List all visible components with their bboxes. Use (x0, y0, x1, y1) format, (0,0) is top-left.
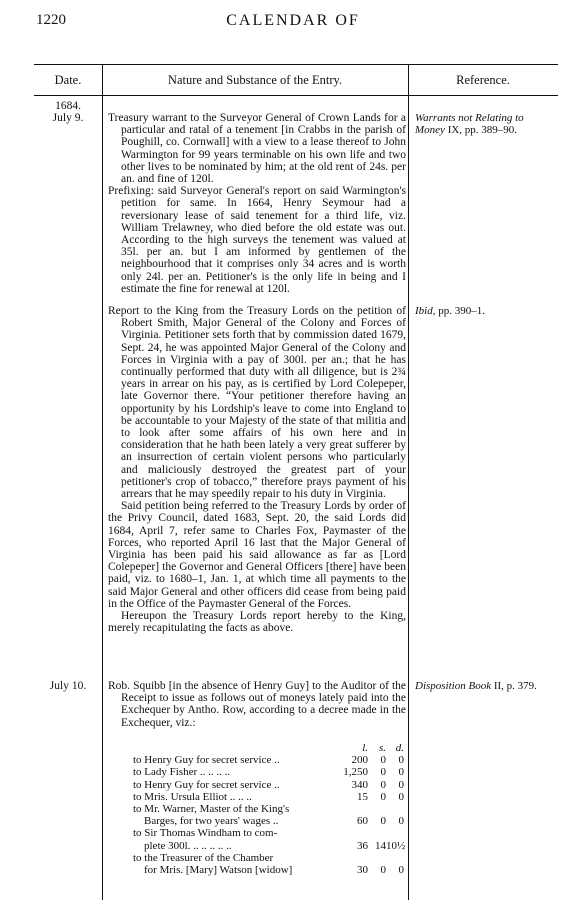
payment-row (108, 827, 404, 851)
payment-label (108, 803, 338, 827)
money-header-row (108, 742, 404, 754)
payment-shillings: 0 (380, 815, 386, 828)
entry-text (108, 112, 406, 295)
entry-reference (415, 305, 555, 317)
payment-label: to Henry Guy for secret service .. (133, 778, 280, 791)
payment-pounds: 30 (357, 864, 368, 877)
entry-paragraph: Treasury warrant to the Surveyor General of Crown Lands for a particular and ratal of a tenement [in Crabbs in the parish of Poughill, co. Cornwall] with a view to a lease thereof to John Warmington for 99 years terminable on his own life and two other lives to be nominated by him; at the old rent of 24s. per an. and fine of 120l. (108, 112, 406, 186)
entry-date-year: 1684. (55, 100, 81, 112)
entry-paragraph: Said petition being referred to the Treasury Lords by order of the Privy Council, dated 1683, Sept. 20, the said Lords did 1684, April 7, refer same to Charles Fox, Paymaster of the Forces, who reported April 16 last that the Major General of Virginia has been paid his said allowance as far as [Lord Colepeper] the Governor and General Officers [there] have been paid, viz. to 1680–1, Jan. 1, at which time all payments to the said Major General and other officers did cease from being paid in the Office of the Paymaster General of the Forces. (108, 500, 406, 610)
entry-paragraph: Rob. Squibb [in the absence of Henry Guy] to the Auditor of the Receipt to issue as follows out of moneys lately paid into the Exchequer by Antho. Row, according to a decree made in the Exchequer, viz.: (108, 680, 406, 729)
payment-row (108, 766, 404, 778)
reference-pages: II, p. 379. (493, 680, 537, 692)
payment-pence: 0 (398, 864, 404, 877)
calendar-table (34, 45, 558, 900)
payment-label: to Mris. Ursula Elliot .. .. .. (133, 790, 252, 803)
payment-row (108, 803, 404, 827)
payment-pounds: 1,250 (343, 766, 368, 779)
payment-label-line: to the Treasurer of the Chamber (133, 851, 274, 864)
payment-pounds: 60 (357, 815, 368, 828)
payment-shillings: 0 (380, 766, 386, 779)
payment-list (108, 742, 404, 876)
payment-label-line: to Sir Thomas Windham to com- (133, 827, 278, 840)
date-column-rule (102, 64, 103, 900)
payment-pence: 0 (398, 778, 404, 791)
entry-text (108, 680, 406, 729)
reference-source: Disposition Book (415, 680, 492, 692)
table-top-rule (34, 64, 558, 65)
payment-row (108, 852, 404, 876)
payment-pounds: 340 (351, 778, 368, 791)
reference-column-header: Reference. (456, 73, 510, 87)
payment-label (108, 852, 338, 876)
reference-pages: , pp. 390–1. (432, 305, 485, 317)
pence-header: d. (395, 742, 404, 754)
reference-source: Ibid (415, 305, 433, 317)
header-rule (34, 95, 558, 96)
entry-reference (415, 680, 555, 692)
nature-column-header: Nature and Substance of the Entry. (167, 73, 343, 87)
payment-label-line: for Mris. [Mary] Watson [widow] (144, 864, 293, 877)
page-header (36, 12, 550, 32)
payment-pounds: 15 (357, 790, 368, 803)
payment-pounds: 36 (357, 839, 368, 852)
payment-row (108, 779, 404, 791)
date-column-header: Date. (54, 73, 82, 87)
reference-pages: IX, pp. 389–90. (447, 124, 518, 137)
running-title: CALENDAR OF (226, 12, 360, 29)
payment-label: to Henry Guy for secret service .. (133, 754, 280, 767)
entry-paragraph: Prefixing: said Surveyor General's report on said Warmington's petition for same. In 1664, Henry Seymour had a reversionary lease of said tenement for a third life, viz. William Trelawney, who died before the old estate was out. According to the high surveys the tenement was valued at 35l. per an. but I am informed by gentlemen of the neighbourhood that it comprises only 34 acres and is worth only 24l. per an. Petitioner's is the only life in being and I estimate the fine for renewal at 120l. (108, 185, 406, 295)
entry-text (108, 305, 406, 634)
payment-shillings: 0 (380, 790, 386, 803)
payment-label (108, 827, 338, 851)
reference-column-rule (408, 64, 409, 900)
payment-row (108, 791, 404, 803)
entry-paragraph: Report to the King from the Treasury Lords on the petition of Robert Smith, Major General of the Colony and Forces of Virginia. Petitioner sets forth that by commission dated 1679, Sept. 24, he was appointed Major General of the Colony and Forces in Virginia with a pay of 300l. per an.; that he has continually performed that duty with all diligence, but is 2¾ years in arrear on his pay, as is certified by Lord Colepeper, late Governor there. “Your petitioner therefore having an opportunity by his Lordship's leave to come into England to be accountable to your Majesty of the state of that militia and to look after some affairs of his own here and in consideration that he hath been lately a very great sufferer by an insurrection of certain violent persons who particularly and maliciously destroyed the greatest part of your petitioner's crop of tobacco,” therefore prays payment of his arrears that he may speedily repair to his duty in Virginia. (108, 305, 406, 501)
pounds-header: l. (362, 742, 368, 754)
payment-label-line: plete 300l. .. .. .. .. .. (144, 839, 232, 852)
payment-shillings: 0 (380, 778, 386, 791)
payment-pence: 0 (398, 766, 404, 779)
payment-shillings: 14 (375, 839, 386, 852)
payment-pence: 0 (398, 790, 404, 803)
reference-source: Warrants not Relating to Money (415, 112, 524, 137)
payment-shillings: 0 (380, 864, 386, 877)
entry-date: July 9. (52, 112, 84, 124)
payment-row (108, 754, 404, 766)
payment-label-line: to Mr. Warner, Master of the King's (133, 803, 290, 816)
entry-date: July 10. (49, 680, 87, 692)
entry-paragraph: Hereupon the Treasury Lords report hereby to the King, merely recapitulating the facts as above. (108, 610, 406, 635)
payment-label: to Lady Fisher .. .. .. .. (133, 766, 231, 779)
payment-pence: 10½ (386, 839, 406, 852)
payment-pence: 0 (398, 815, 404, 828)
entry-reference (415, 112, 555, 136)
payment-pence: 0 (398, 754, 404, 767)
payment-label-line: Barges, for two years' wages .. (144, 815, 279, 828)
payment-pounds: 200 (351, 754, 368, 767)
shillings-header: s. (378, 742, 386, 754)
page-number: 1220 (36, 12, 66, 28)
payment-shillings: 0 (380, 754, 386, 767)
